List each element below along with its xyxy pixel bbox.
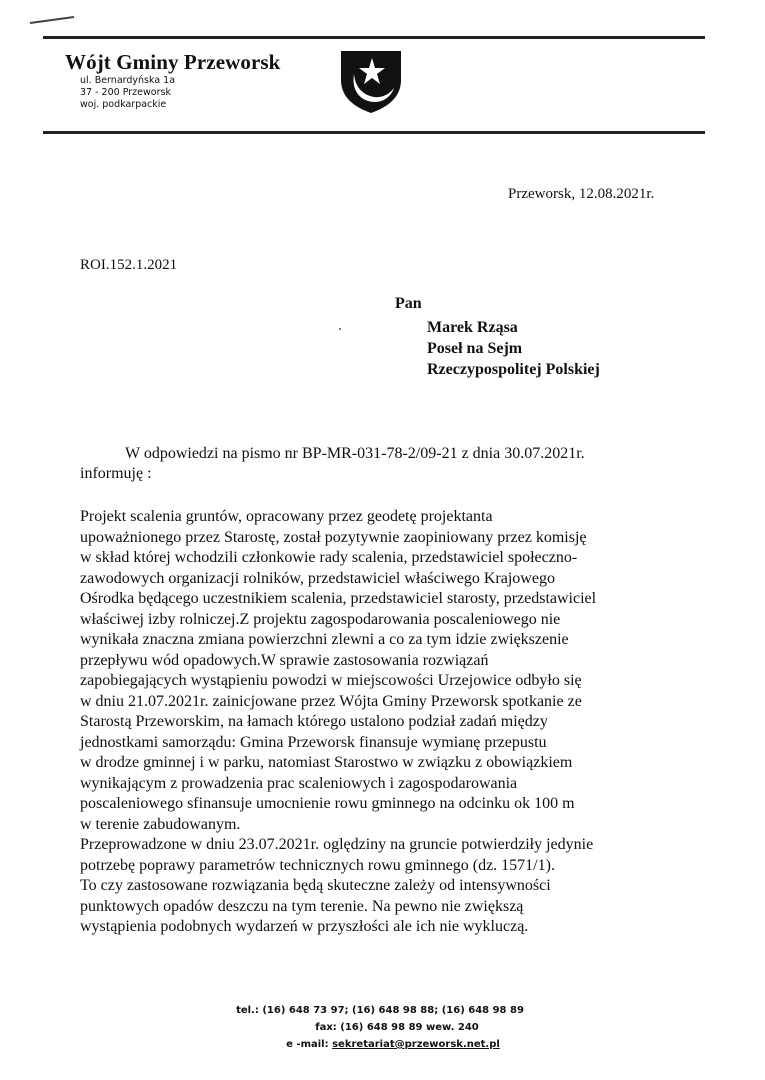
scan-speck <box>339 328 341 330</box>
footer-fax: fax: (16) 648 98 89 wew. 240 <box>315 1022 479 1033</box>
address-line: ul. Bernardyńska 1a <box>80 75 176 86</box>
body-line: upoważnionego przez Starostę, został pozytywnie zaopiniowany przez komisję <box>80 528 587 546</box>
recipient-title: Rzeczypospolitej Polskiej <box>427 361 600 378</box>
body-line: Ośrodka będącego uczestnikiem scalenia, przedstawiciel starosty, przedstawiciel <box>80 590 597 607</box>
body-line: Przeprowadzone w dniu 23.07.2021r. oględziny na gruncie potwierdziły jedynie <box>80 836 594 853</box>
body-line: punktowych opadów deszczu na tym terenie. Na pewno nie zwiększą <box>80 897 524 915</box>
body-line: wynikała znaczna zmiana powierzchni zlewni a co za tym idzie zwiększenie <box>80 631 569 648</box>
coat-of-arms-icon <box>340 50 402 114</box>
address-line: woj. podkarpackie <box>80 99 167 110</box>
recipient-salutation: Pan <box>395 295 422 312</box>
recipient-title: Poseł na Sejm <box>427 340 523 357</box>
recipient-name: Marek Rząsa <box>427 319 518 336</box>
letterhead-bottom-rule <box>43 131 705 134</box>
footer-email-label: e -mail: <box>286 1039 333 1050</box>
body-line: potrzebę poprawy parametrów technicznych rowu gminnego (dz. 1571/1). <box>80 856 555 874</box>
footer-phone: tel.: (16) 648 73 97; (16) 648 98 88; (16) 648 98 89 <box>236 1005 524 1016</box>
body-line: wynikającym z prowadzenia prac scaleniowych i zagospodarowania <box>80 774 518 792</box>
body-line: właściwej izby rolniczej.Z projektu zagospodarowania poscaleniowego nie <box>80 610 561 628</box>
intro-line: informuję : <box>80 465 152 482</box>
footer-email-link[interactable]: sekretariat@przeworsk.net.pl <box>332 1039 500 1050</box>
body-line: jednostkami samorządu: Gmina Przeworsk finansuje wymianę przepustu <box>80 733 547 751</box>
intro-line: W odpowiedzi na pismo nr BP-MR-031-78-2/09-21 z dnia 30.07.2021r. <box>125 445 585 462</box>
org-address <box>80 75 175 111</box>
body-line: To czy zastosowane rozwiązania będą skuteczne zależy od intensywności <box>80 877 551 894</box>
body-line: w drodze gminnej i w parku, natomiast Starostwo w związku z obowiązkiem <box>80 754 573 771</box>
body-line: w terenie zabudowanym. <box>80 815 241 833</box>
scan-mark <box>28 14 78 26</box>
body-line: poscaleniowego sfinansuje umocnienie rowu gminnego na odcinku ok 100 m <box>80 795 575 812</box>
org-name: Wójt Gminy Przeworsk <box>65 50 281 74</box>
address-line: 37 - 200 Przeworsk <box>80 87 171 98</box>
body-line: wystąpienia podobnych wydarzeń w przyszłości ale ich nie wykluczą. <box>80 918 529 935</box>
letter-body <box>80 507 720 938</box>
body-line: Projekt scalenia gruntów, opracowany przez geodetę projektanta <box>80 508 493 525</box>
reference-number: ROI.152.1.2021 <box>80 257 178 273</box>
body-line: zapobiegających wystąpieniu powodzi w miejscowości Urzejowice odbyło się <box>80 672 582 689</box>
body-line: Starostą Przeworskim, na łamach którego ustalono podział zadań między <box>80 713 548 730</box>
body-line: przepływu wód opadowych.W sprawie zastosowania rozwiązań <box>80 651 489 669</box>
intro-paragraph <box>80 444 700 484</box>
letterhead-top-rule <box>43 36 705 39</box>
place-date: Przeworsk, 12.08.2021r. <box>508 186 655 202</box>
footer-contact <box>160 1002 600 1053</box>
body-line: zawodowych organizacji rolników, przedstawiciel właściwego Krajowego <box>80 569 555 587</box>
footer-email-line <box>160 1036 600 1053</box>
body-line: w dniu 21.07.2021r. zainicjowane przez Wójta Gminy Przeworsk spotkanie ze <box>80 692 582 710</box>
body-line: w skład której wchodzili członkowie rady scalenia, przedstawiciel społeczno- <box>80 549 578 566</box>
